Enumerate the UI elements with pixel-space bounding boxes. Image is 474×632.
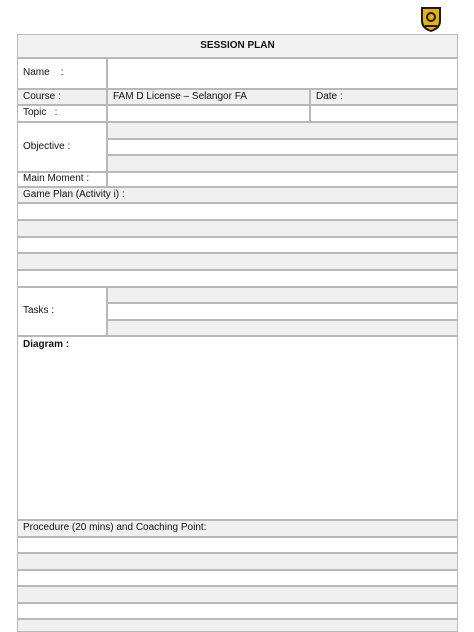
procedure-line-5[interactable] xyxy=(17,603,458,619)
tasks-label: Tasks : xyxy=(23,305,55,316)
procedure-line-3[interactable] xyxy=(17,570,458,586)
game-plan-line-5[interactable] xyxy=(17,270,458,287)
football-association-crest-icon xyxy=(418,5,444,33)
topic-label: Topic : xyxy=(23,107,58,118)
name-label: Name : xyxy=(23,67,64,78)
date-label: Date : xyxy=(316,91,343,102)
game-plan-line-2[interactable] xyxy=(17,220,458,237)
tasks-line-3[interactable] xyxy=(107,320,458,336)
page-title: SESSION PLAN xyxy=(17,34,458,58)
game-plan-line-1[interactable] xyxy=(17,203,458,220)
main-moment-label: Main Moment : xyxy=(23,173,90,184)
course-label: Course : xyxy=(23,91,61,102)
diagram-area[interactable] xyxy=(17,336,458,520)
topic-extra-field[interactable] xyxy=(310,105,458,122)
procedure-line-4[interactable] xyxy=(17,586,458,603)
objective-line-3[interactable] xyxy=(107,155,458,172)
game-plan-label: Game Plan (Activity i) : xyxy=(23,189,125,200)
game-plan-line-4[interactable] xyxy=(17,253,458,270)
game-plan-line-3[interactable] xyxy=(17,237,458,253)
tasks-line-2[interactable] xyxy=(107,303,458,320)
name-field[interactable] xyxy=(107,58,458,89)
tasks-line-1[interactable] xyxy=(107,287,458,303)
procedure-line-2[interactable] xyxy=(17,553,458,570)
objective-line-2[interactable] xyxy=(107,139,458,155)
objective-label: Objective : xyxy=(23,141,71,152)
objective-line-1[interactable] xyxy=(107,122,458,139)
topic-field[interactable] xyxy=(107,105,310,122)
course-value: FAM D License – Selangor FA xyxy=(113,91,247,102)
main-moment-field[interactable] xyxy=(107,172,458,187)
procedure-line-6[interactable] xyxy=(17,619,458,632)
procedure-line-1[interactable] xyxy=(17,537,458,553)
diagram-label: Diagram : xyxy=(23,339,70,350)
procedure-label: Procedure (20 mins) and Coaching Point: xyxy=(23,522,207,533)
